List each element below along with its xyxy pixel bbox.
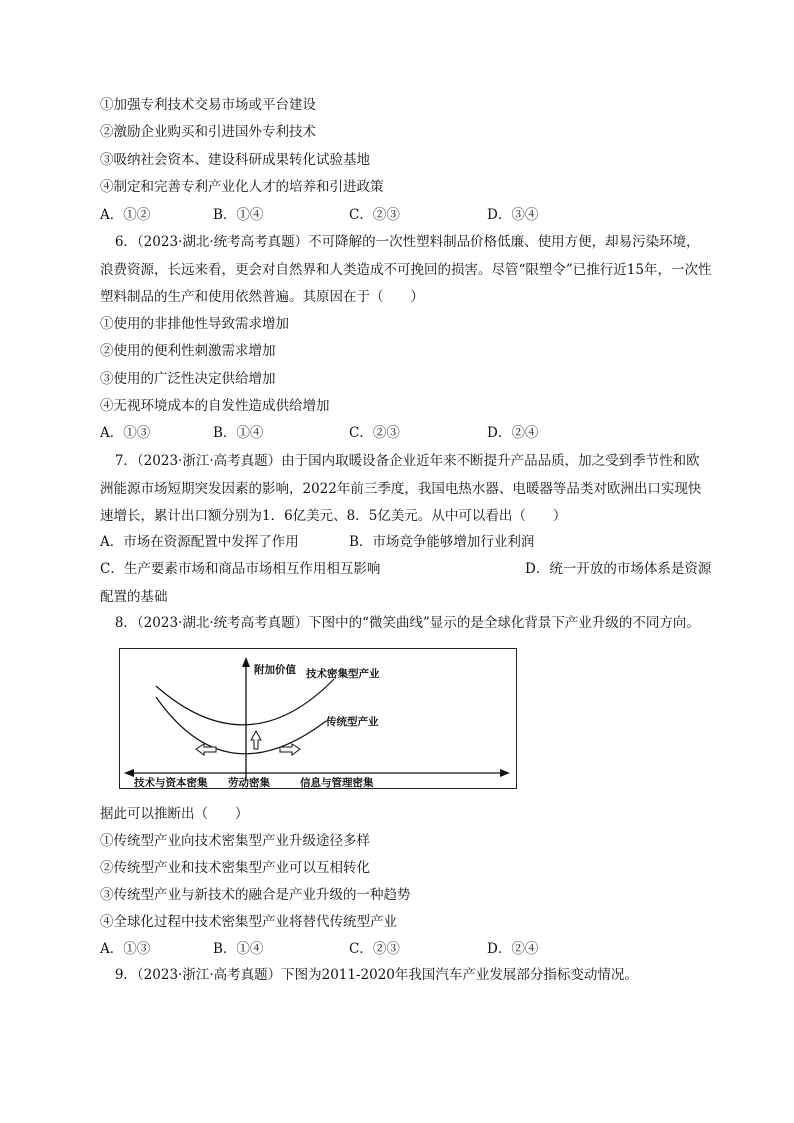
x-axis-mid-label: 劳动密集 xyxy=(228,777,270,788)
q6-stem: 6．（2023·湖北·统考高考真题）不可降解的一次性塑料制品价格低廉、使用方便，却易污染环境，浪费资源，长远来看，更会对自然界和人类造成不可挽回的损害。尽管“限塑令”已推行近15年，一次性塑料制品的生产和使用依然普遍。其原因在于（ ） xyxy=(100,234,712,305)
q6-statement-1: ①使用的非排他性导致需求增加 xyxy=(100,316,289,332)
smile-curve-diagram xyxy=(120,649,516,788)
q8-option-a[interactable]: A．①③ xyxy=(100,941,151,957)
q8-statement-1: ①传统型产业向技术密集型产业升级途径多样 xyxy=(100,833,370,849)
lower-curve-label: 传统型产业 xyxy=(326,716,379,728)
q7-option-d-continued: 配置的基础 xyxy=(100,589,168,605)
q5-statement-2: ②激励企业购买和引进国外专利技术 xyxy=(100,124,316,140)
x-axis-left-arrowhead xyxy=(124,769,134,777)
left-hollow-arrow xyxy=(196,744,216,755)
q8-option-b[interactable]: B．①④ xyxy=(213,941,264,957)
q5-statement-4: ④制定和完善专利产业化人才的培养和引进政策 xyxy=(100,179,384,195)
q5-option-d[interactable]: D．③④ xyxy=(487,207,539,223)
upper-curve xyxy=(156,679,334,725)
q6-statement-3: ③使用的广泛性决定供给增加 xyxy=(100,371,276,387)
q8-statement-2: ②传统型产业和技术密集型产业可以互相转化 xyxy=(100,860,370,876)
x-axis-right-label: 信息与管理密集 xyxy=(300,777,374,788)
q8-stem: 8．（2023·湖北·统考高考真题）下图中的“微笑曲线”显示的是全球化背景下产业升级的不同方向。 xyxy=(114,615,700,631)
x-axis-left-label: 技术与资本密集 xyxy=(134,777,208,788)
q7-option-c[interactable]: C．生产要素市场和商品市场相互作用相互影响 xyxy=(100,561,381,577)
q6-statement-2: ②使用的便利性刺激需求增加 xyxy=(100,343,276,359)
upper-curve-label: 技术密集型产业 xyxy=(306,668,380,680)
up-hollow-arrow xyxy=(251,731,261,749)
q6-option-d[interactable]: D．②④ xyxy=(487,425,539,441)
q5-statement-1: ①加强专利技术交易市场或平台建设 xyxy=(100,97,316,113)
q8-option-d[interactable]: D．②④ xyxy=(487,941,539,957)
y-axis-label: 附加价值 xyxy=(254,664,296,676)
q6-statement-4: ④无视环境成本的自发性造成供给增加 xyxy=(100,398,330,414)
smile-curve-figure xyxy=(119,648,517,789)
x-axis-arrowhead xyxy=(500,769,510,777)
q6-option-b[interactable]: B．①④ xyxy=(213,425,264,441)
q5-statement-3: ③吸纳社会资本、建设科研成果转化试验基地 xyxy=(100,152,370,168)
q7-option-b[interactable]: B．市场竞争能够增加行业利润 xyxy=(349,534,535,550)
q7-stem: 7．（2023·浙江·高考真题）由于国内取暖设备企业近年来不断提升产品品质，加之受到季节性和欧洲能源市场短期突发因素的影响，2022年前三季度，我国电热水器、电暖器等品类对欧洲出口实现快速增长，累计出口额分别为1．6亿美元、8．5亿美元。从中可以看出（ ） xyxy=(100,453,702,524)
q9-stem: 9．（2023·浙江·高考真题）下图为2011-2020年我国汽车产业发展部分指标变动情况。 xyxy=(114,967,638,983)
q5-option-c[interactable]: C．②③ xyxy=(349,207,400,223)
q8-option-c[interactable]: C．②③ xyxy=(349,941,400,957)
q5-option-a[interactable]: A．①② xyxy=(100,207,151,223)
q8-statement-3: ③传统型产业与新技术的融合是产业升级的一种趋势 xyxy=(100,887,411,903)
q5-option-b[interactable]: B．①④ xyxy=(213,207,264,223)
y-axis-arrowhead xyxy=(242,657,250,667)
q6-option-a[interactable]: A．①③ xyxy=(100,425,151,441)
q7-option-a[interactable]: A．市场在资源配置中发挥了作用 xyxy=(100,534,299,550)
q6-option-c[interactable]: C．②③ xyxy=(349,425,400,441)
q8-statement-4: ④全球化过程中技术密集型产业将替代传统型产业 xyxy=(100,914,397,930)
q8-prompt: 据此可以推断出（ ） xyxy=(100,806,249,822)
q7-option-d[interactable]: D．统一开放的市场体系是资源 xyxy=(525,561,712,577)
